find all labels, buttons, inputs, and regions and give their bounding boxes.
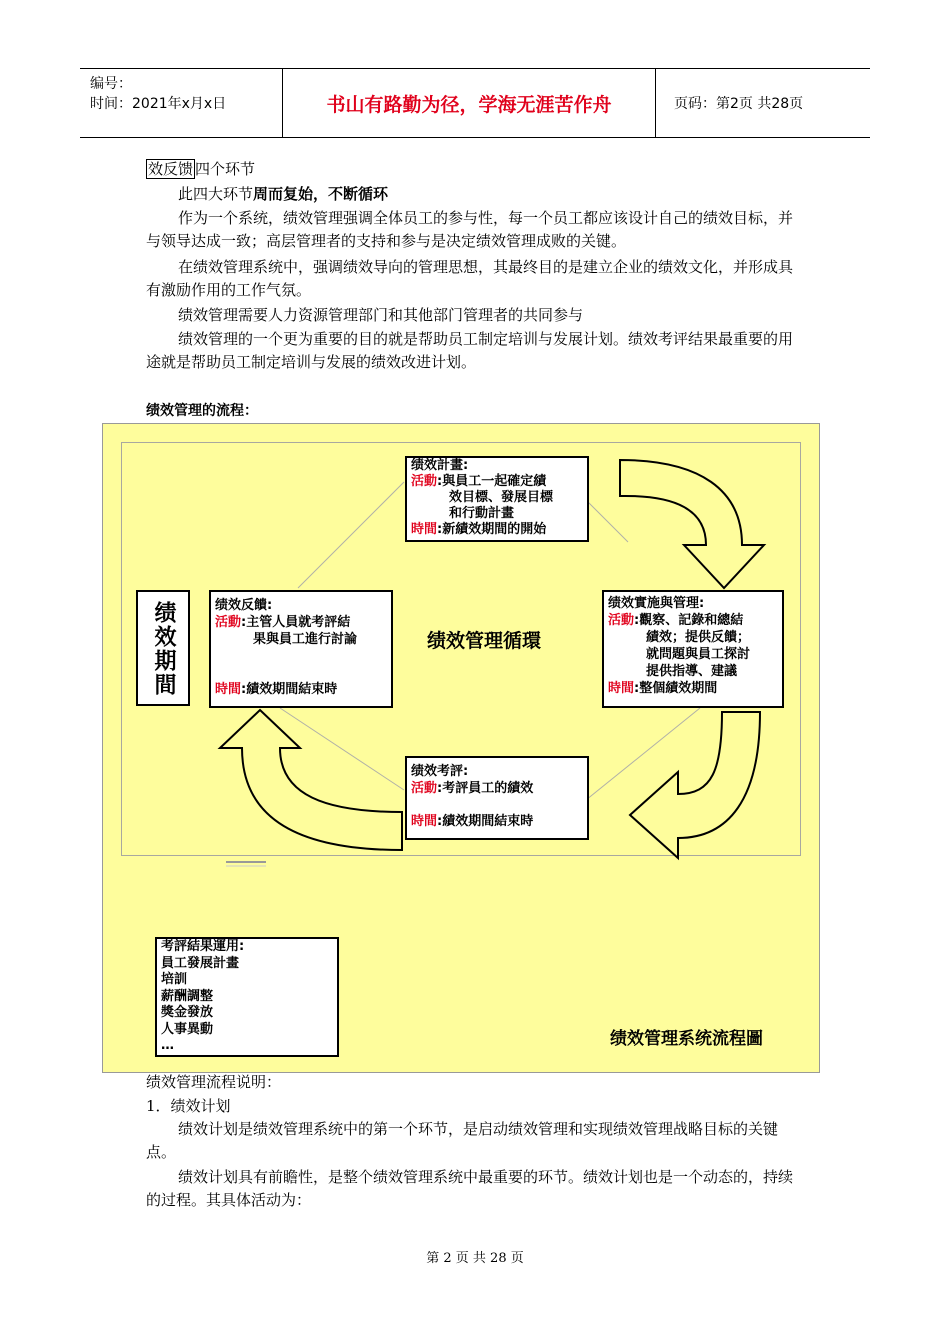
page-info-text: 页码：第2页 共28页 — [674, 96, 804, 112]
plan-box — [405, 456, 589, 542]
plan-activity-label: 活動 — [411, 474, 438, 489]
usage-item: 獎金發放 — [161, 1005, 214, 1020]
plan-time-label: 時間 — [411, 522, 438, 537]
paragraph-5: 绩效计划是绩效管理系统中的第一个环节，是启动绩效管理和实现绩效管理战略目标的关键点。 — [146, 1120, 779, 1161]
feedback-activity-2: 果與員工進行討論 — [253, 632, 358, 647]
implement-activity-3: 就問題與員工探討 — [646, 647, 751, 662]
appraisal-activity-label: 活動 — [411, 781, 438, 796]
usage-item: 員工發展計畫 — [161, 955, 240, 971]
appraisal-time-text: :績效期間結束時 — [437, 814, 534, 829]
implement-activity-label: 活動 — [608, 613, 635, 628]
plan-activity-row — [411, 474, 546, 490]
page-footer: 第 2 页 共 28 页 — [426, 1251, 524, 1266]
flow-intro: 绩效管理流程说明： — [146, 1073, 282, 1091]
feedback-activity-label: 活動 — [215, 615, 242, 630]
implement-time-row — [608, 681, 717, 697]
feedback-time-text: :績效期間結束時 — [241, 682, 338, 697]
flow-heading: 绩效管理的流程： — [146, 403, 258, 419]
plan-time-row — [411, 522, 546, 538]
paragraph-3: 绩效管理需要人力资源管理部门和其他部门管理者的共同参与 — [178, 306, 584, 324]
line2-bold: 周而复始，不断循环 — [253, 185, 389, 203]
usage-item: 人事異動 — [161, 1021, 214, 1037]
implement-activity-1: :觀察、記錄和總結 — [634, 613, 744, 628]
feedback-title: 绩效反饋: — [215, 598, 273, 613]
plan-time-text: :新績效期間的開始 — [437, 522, 547, 537]
paragraph-6: 绩效计划具有前瞻性，是整个绩效管理系统中最重要的环节。绩效计划也是一个动态的，持续的过程。其具体活动为： — [146, 1168, 794, 1209]
feedback-box — [209, 590, 393, 708]
appraisal-time-row — [411, 814, 533, 830]
system-title: 绩效管理系统流程圖 — [610, 1029, 763, 1049]
diamond-edge-top-left — [298, 482, 404, 588]
plan-activity-1: :與員工一起確定績 — [437, 474, 547, 489]
paragraph-4: 绩效管理的一个更为重要的目的就是帮助员工制定培训与发展计划。绩效考评结果最重要的用途就是帮助员工制定培训与发展的绩效改进计划。 — [146, 330, 794, 371]
implement-box — [602, 590, 784, 708]
appraisal-box — [405, 756, 589, 840]
feedback-activity-1: :主管人員就考評結 — [241, 615, 351, 630]
time-label: 时间：2021年x月x日 — [90, 96, 227, 112]
plan-activity-3: 和行動計畫 — [449, 506, 515, 521]
diamond-edge-top-right — [586, 500, 628, 542]
arrow-plan-to-implement — [620, 460, 764, 588]
implement-title: 绩效實施與管理: — [608, 596, 705, 611]
appraisal-title: 绩效考評: — [411, 764, 469, 779]
diamond-edge-bottom-right — [586, 708, 700, 800]
line2-normal: 此四大环节 — [178, 185, 254, 203]
line1-rest: 四个环节 — [195, 160, 256, 178]
plan-title: 绩效計畫: — [411, 458, 469, 473]
number-label: 编号： — [90, 76, 132, 92]
section-1-heading: 1．绩效计划 — [146, 1097, 231, 1115]
usage-title: 考評結果運用: — [161, 939, 245, 954]
implement-activity-row — [608, 613, 743, 629]
usage-item: 培訓 — [161, 972, 188, 987]
appraisal-activity-row — [411, 781, 533, 797]
appraisal-activity-1: :考評員工的績效 — [437, 781, 534, 796]
implement-time-label: 時間 — [608, 681, 635, 696]
header-motto: 书山有路勤为径，学海无涯苦作舟 — [283, 69, 656, 137]
implement-time-text: :整個績效期間 — [634, 681, 718, 696]
feedback-time-row — [215, 682, 337, 698]
paragraph-2: 在绩效管理系统中，强调绩效导向的管理思想，其最终目的是建立企业的绩效文化，并形成具有激励作用的工作气氛。 — [146, 258, 794, 299]
usage-item: 薪酬調整 — [161, 988, 214, 1004]
usage-item: … — [161, 1038, 174, 1053]
appraisal-time-label: 時間 — [411, 814, 438, 829]
feedback-activity-row — [215, 615, 350, 631]
plan-activity-2: 效目標、發展目標 — [449, 490, 554, 505]
arrow-implement-to-appraisal — [630, 712, 760, 858]
implement-activity-4: 提供指導、建議 — [646, 664, 738, 679]
paragraph-1: 作为一个系统，绩效管理强调全体员工的参与性，每一个员工都应该设计自己的绩效目标，并与领导达成一致；高层管理者的支持和参与是决定绩效管理成败的关键。 — [146, 209, 794, 250]
feedback-time-label: 時間 — [215, 682, 242, 697]
cycle-title: 绩效管理循環 — [427, 630, 542, 652]
implement-activity-2: 績效；提供反饋； — [646, 630, 751, 645]
boxed-term: 效反馈 — [148, 160, 194, 178]
period-label: 绩效期間 — [136, 590, 190, 706]
arrow-appraisal-to-feedback — [220, 710, 402, 850]
results-usage-box — [155, 937, 339, 1057]
